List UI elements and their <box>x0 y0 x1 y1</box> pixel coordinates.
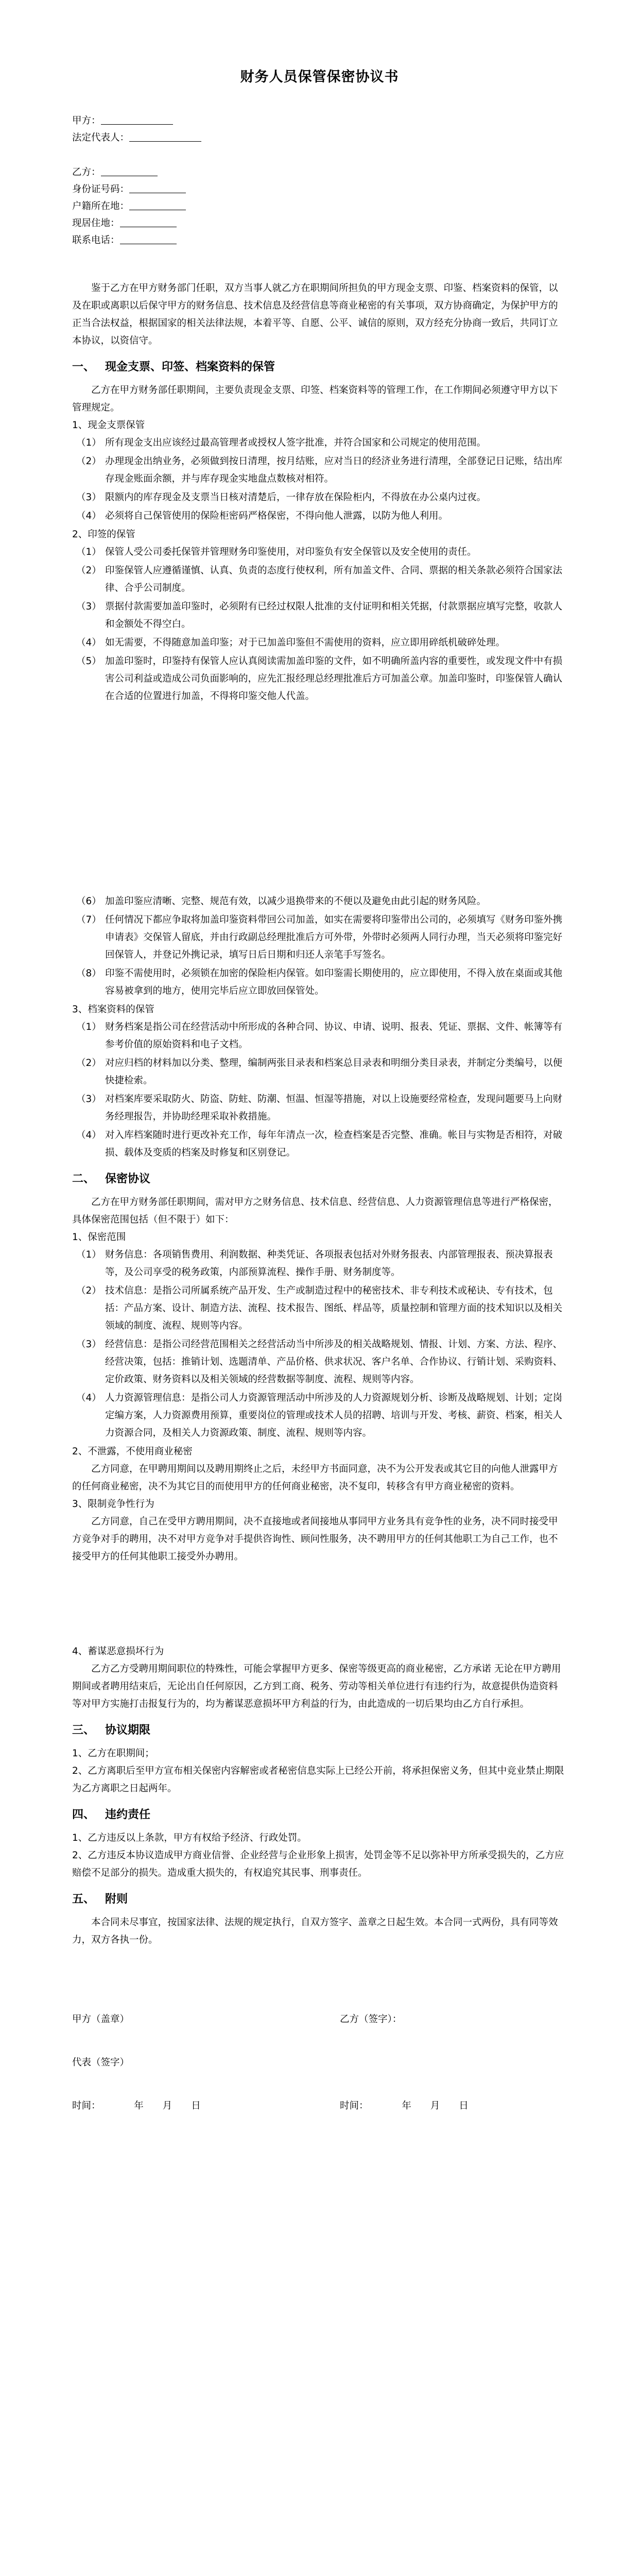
section-1-sub2-title: 2、印签的保管 <box>72 529 135 540</box>
section-3-title: 协议期限 <box>105 1724 151 1737</box>
section-2-sub4-title: 4、蓄谋恶意损坏行为 <box>72 1646 164 1657</box>
list-item <box>72 1336 567 1388</box>
list-item-number: （3） <box>76 601 101 612</box>
list-item <box>72 598 567 633</box>
list-item-text: 办理现金出纳业务，必须做到按日清理，按月结账，应对当日的经济业务进行清理，全部登记日记账，结出库存现金账面余额，并与库存现金实地盘点数核对相符。 <box>105 456 563 484</box>
list-item-text: 必须将自己保管使用的保险柜密码严格保密，不得向他人泄露，以防为他人利用。 <box>105 511 448 521</box>
list-item-number: （7） <box>76 914 101 925</box>
section-2-sub2-title: 2、不泄露，不使用商业秘密 <box>72 1446 193 1457</box>
section-5-heading <box>72 1889 567 1910</box>
party-b-line <box>72 198 567 215</box>
list-item-number: （1） <box>76 1249 101 1260</box>
list-item-text: 任何情况下都应争取将加盖印鉴资料带回公司加盖，如实在需要将印鉴带出公司的，必须填写《财务印鉴外携申请表》交保管人留底，并由行政副总经理批准后方可外带，外带时必须两人同行办理，当天必须将印鉴完好回保管人，并登记外携记录，填写日后日期和归还人亲笔手写签名。 <box>105 914 563 960</box>
section-1-sub3-list <box>72 1019 567 1162</box>
section-2-sub2-text: 乙方同意，在甲聘用期间以及聘用期终止之后，未经甲方书面同意，决不为公开发表或其它目的向他人泄露甲方的任何商业秘密，决不为其它目的而使用甲方的任何商业秘密，决不复印，转移含有甲方商业秘密的资料。 <box>72 1464 558 1492</box>
party-a-line <box>72 112 567 129</box>
party-b-blank <box>120 217 177 227</box>
list-item-number: （3） <box>76 492 101 503</box>
party-a-rep-blank <box>129 131 201 142</box>
list-item-number: （6） <box>76 896 101 907</box>
list-item-text: 限额内的库存现金及支票当日核对清楚后，一律存放在保险柜内，不得放在办公桌内过夜。 <box>105 492 487 503</box>
list-item-text: 所有现金支出应该经过最高管理者或授权人签字批准，并符合国家和公司规定的使用范围。 <box>105 437 487 448</box>
party-b-label: 户籍所在地： <box>72 201 130 212</box>
list-item-number: （2） <box>76 456 101 467</box>
party-b-label: 现居住地： <box>72 218 120 229</box>
section-2-sub1-title: 1、保密范围 <box>72 1232 126 1243</box>
list-item <box>72 893 567 910</box>
section-3-item-2: 2、乙方离职后至甲方宣布相关保密内容解密或者秘密信息实际上已经公开前，将承担保密义务，但其中竞业禁止期限为乙方离职之日起两年。 <box>72 1766 564 1794</box>
party-b-line <box>72 232 567 249</box>
list-item <box>72 434 567 452</box>
party-b-blank <box>101 166 158 176</box>
list-item <box>72 634 567 652</box>
party-b-info <box>72 164 567 249</box>
party-b-line <box>72 164 567 181</box>
section-4-title: 违约责任 <box>105 1808 151 1821</box>
list-item <box>72 1246 567 1281</box>
section-2-sub1-list <box>72 1246 567 1442</box>
section-3-number: 三、 <box>72 1724 95 1737</box>
section-3-heading <box>72 1720 567 1741</box>
section-1-sub2-list-a <box>72 544 567 705</box>
section-5-number: 五、 <box>72 1893 95 1906</box>
list-item <box>72 1389 567 1442</box>
section-4-item-1: 1、乙方违反以上条款，甲方有权给予经济、行政处罚。 <box>72 1833 307 1843</box>
list-item-number: （4） <box>76 1130 101 1141</box>
list-item-text: 票据付款需要加盖印鉴时，必须附有已经过权限人批准的支付证明和相关凭据，付款票据应填写完整，收款人和金额处不得空白。 <box>105 601 563 630</box>
section-2-intro: 乙方在甲方财务部任职期间，需对甲方之财务信息、技术信息、经营信息、人力资源管理信息等进行严格保密，具体保密范围包括（但不限于）如下： <box>72 1197 558 1225</box>
list-item-number: （4） <box>76 1393 101 1403</box>
list-item <box>72 544 567 561</box>
page-break-gap-2 <box>72 1566 567 1643</box>
section-2-sub3-title: 3、限制竞争性行为 <box>72 1499 154 1510</box>
list-item <box>72 1019 567 1054</box>
section-4-heading <box>72 1805 567 1825</box>
party-b-label: 联系电话： <box>72 235 120 246</box>
section-2-number: 二、 <box>72 1173 95 1185</box>
signature-row-3 <box>72 2097 567 2115</box>
party-b-line <box>72 215 567 232</box>
list-item <box>72 965 567 1000</box>
party-a-rep-label: 法定代表人： <box>72 132 130 143</box>
list-item <box>72 1127 567 1162</box>
section-1-sub3-title: 3、档案资料的保管 <box>72 1004 154 1015</box>
list-item-number: （2） <box>76 1285 101 1296</box>
list-item-number: （2） <box>76 565 101 576</box>
party-b-date: 时间： 年 月 日 <box>340 2100 469 2111</box>
list-item-number: （3） <box>76 1094 101 1105</box>
party-a-rep-line <box>72 129 567 146</box>
section-4-number: 四、 <box>72 1808 95 1821</box>
preamble: 鉴于乙方在甲方财务部门任职，双方当事人就乙方在职期间所担负的甲方现金支票、印鉴、档案资料的保管，以及在职或离职以后保守甲方的财务信息、技术信息及经营信息等商业秘密的有关事项，双方协商确定，为保护甲方的正当合法权益，根据国家的相关法律法规，本着平等、自愿、公平、诚信的原则，双方经充分协商一致后，共同订立本协议，以资信守。 <box>72 283 558 346</box>
section-2-sub4-text: 乙方乙方受聘用期间职位的特殊性，可能会掌握甲方更多、保密等级更高的商业秘密，乙方承诺 无论在甲方聘用期间或者聘用结束后，无论出自任何原因，乙方到工商、税务、劳动等相关单位进行有违约行为，故意提供伪造资料等对甲方实施打击报复行为的，均为蓄谋恶意损坏甲方利益的行为，由此造成的一切后果均由乙方自行承担。 <box>72 1664 561 1709</box>
section-1-title: 现金支票、印签、档案资料的保管 <box>105 361 275 374</box>
section-1-heading <box>72 357 567 378</box>
page-break-gap <box>72 706 567 893</box>
list-item-text: 技术信息：是指公司所属系统产品开发、生产或制造过程中的秘密技术、非专利技术或秘诀、专有技术，包括：产品方案、设计、制造方法、流程、技术报告、图纸、样品等，质量控制和管理方面的技术知识以及相关领域的制度、流程、规则等内容。 <box>105 1285 563 1331</box>
list-item-text: 如无需要，不得随意加盖印鉴；对于已加盖印鉴但不需使用的资料，应立即用碎纸机破碎处理。 <box>105 637 506 648</box>
section-1-sub1-title: 1、现金支票保管 <box>72 420 145 431</box>
party-b-blank <box>120 234 177 244</box>
list-item-text: 财务档案是指公司在经营活动中所形成的各种合同、协议、申请、说明、报表、凭证、票据、文件、帐簿等有参考价值的原始资料和电子文档。 <box>105 1022 563 1050</box>
rep-sign-label: 代表（签字） <box>72 2057 130 2068</box>
section-5-text: 本合同未尽事宜，按国家法律、法规的规定执行，自双方签字、盖章之日起生效。本合同一式两份，具有同等效力，双方各执一份。 <box>72 1917 558 1945</box>
list-item-text: 人力资源管理信息：是指公司人力资源管理活动中所涉及的人力资源规划分析、诊断及战略规划、计划；定岗定编方案，人力资源费用预算，重要岗位的管理或技术人员的招聘、培训与开发、考核、薪资、档案，相关人力资源合同，及相关人力资源政策、制度、流程、规则等内容。 <box>105 1393 563 1438</box>
party-a-seal-label: 甲方（盖章） <box>72 2014 130 2025</box>
list-item <box>72 1055 567 1090</box>
section-5-title: 附则 <box>105 1893 128 1906</box>
party-a-blank <box>101 114 173 125</box>
list-item-number: （2） <box>76 1058 101 1069</box>
section-1-sub2-list-b <box>72 893 567 1000</box>
section-2-heading <box>72 1169 567 1190</box>
party-b-blank <box>129 183 186 193</box>
signature-row-2 <box>72 2054 567 2072</box>
section-4-item-2: 2、乙方违反本协议造成甲方商业信誉、企业经营与企业形象上损害，处罚金等不足以弥补甲方所承受损失的，乙方应赔偿不足部分的损失。造成重大损失的，有权追究其民事、刑事责任。 <box>72 1850 564 1878</box>
list-item <box>72 489 567 506</box>
list-item-number: （1） <box>76 437 101 448</box>
section-1-number: 一、 <box>72 361 95 374</box>
list-item-number: （3） <box>76 1339 101 1350</box>
section-3-item-1: 1、乙方在职期间； <box>72 1748 154 1759</box>
list-item-text: 加盖印鉴应清晰、完整、规范有效，以减少退换带来的不便以及避免由此引起的财务风险。 <box>105 896 487 907</box>
list-item-text: 保管人受公司委托保管并管理财务印鉴使用，对印鉴负有安全保管以及安全使用的责任。 <box>105 547 477 557</box>
list-item-text: 经营信息：是指公司经营范围相关之经营活动当中所涉及的相关战略规划、情报、计划、方案、方法、程序、经营决策，包括：推销计划、选题清单、产品价格、供求状况、客户名单、合作协议、行销计划、采购资料、定价政策、财务资料以及相关领域的经营数据等制度、流程、规则等内容。 <box>105 1339 563 1385</box>
list-item <box>72 507 567 525</box>
section-1-intro: 乙方在甲方财务部任职期间，主要负责现金支票、印签、档案资料等的管理工作，在工作期间必须遵守甲方以下管理规定。 <box>72 385 558 413</box>
list-item-text: 对档案库要采取防火、防盗、防蛀、防潮、恒温、恒湿等措施，对以上设施要经常检查，发现问题要马上向财务经理报告，并协助经理采取补救措施。 <box>105 1094 563 1122</box>
list-item-text: 财务信息：各项销售费用、利润数据、种类凭证、各项报表包括对外财务报表、内部管理报表、预决算报表等，及公司享受的税务政策，内部预算流程、操作手册、财务制度等。 <box>105 1249 553 1278</box>
party-b-sign-label: 乙方（签字）： <box>340 2014 402 2025</box>
list-item-text: 印鉴不需使用时，必须锁在加密的保险柜内保管。如印鉴需长期使用的，应立即使用，不得入放在桌面或其他容易被拿到的地方，使用完毕后应立即放回保管处。 <box>105 968 563 996</box>
list-item <box>72 1282 567 1335</box>
list-item-number: （4） <box>76 637 101 648</box>
list-item <box>72 911 567 964</box>
list-item-text: 加盖印鉴时，印鉴持有保管人应认真阅读需加盖印鉴的文件，如不明确所盖内容的重要性，或发现文件中有损害公司利益或造成公司负面影响的，应先汇报经理总经理批准后方可加盖公章。加盖印鉴时，印鉴保管人确认在合适的位置进行加盖，不得将印鉴交他人代盖。 <box>105 656 563 702</box>
list-item-text: 对应归档的材料加以分类、整理，编制两张目录表和档案总目录表和明细分类目录表，并制定分类编号，以便快捷检索。 <box>105 1058 563 1086</box>
list-item-number: （5） <box>76 656 101 667</box>
party-b-label: 乙方： <box>72 167 101 178</box>
list-item <box>72 1091 567 1126</box>
party-b-blank <box>129 200 186 210</box>
party-a-date: 时间： 年 月 日 <box>72 2100 201 2111</box>
list-item <box>72 653 567 705</box>
section-1-sub1-list <box>72 434 567 525</box>
list-item <box>72 562 567 597</box>
list-item-text: 印鉴保管人应遵循谨慎、认真、负责的态度行使权利，所有加盖文件、合同、票据的相关条款必须符合国家法律、合乎公司制度。 <box>105 565 563 594</box>
list-item-text: 对入库档案随时进行更改补充工作，每年年清点一次，检查档案是否完整、准确。帐目与实物是否相符，对破损、载体及变质的档案及时修复和区别登记。 <box>105 1130 563 1158</box>
signature-row-1 <box>72 2011 567 2028</box>
document-title: 财务人员保管保密协议书 <box>240 69 399 85</box>
list-item-number: （4） <box>76 511 101 521</box>
section-2-title: 保密协议 <box>105 1173 151 1185</box>
party-b-label: 身份证号码： <box>72 184 130 195</box>
list-item-number: （8） <box>76 968 101 979</box>
party-b-line <box>72 181 567 198</box>
list-item <box>72 453 567 488</box>
list-item-number: （1） <box>76 1022 101 1032</box>
section-2-sub3-text: 乙方同意，自己在受甲方聘用期间，决不直接地或者间接地从事同甲方业务具有竞争性的业务，决不同时接受甲方竞争对手的聘用，决不对甲方竞争对手提供咨询性、顾问性服务，决不聘用甲方的任何其他职工为自己工作，也不接受甲方的任何其他职工接受外办聘用。 <box>72 1516 558 1562</box>
party-a-label: 甲方： <box>72 115 101 126</box>
list-item-number: （1） <box>76 547 101 557</box>
